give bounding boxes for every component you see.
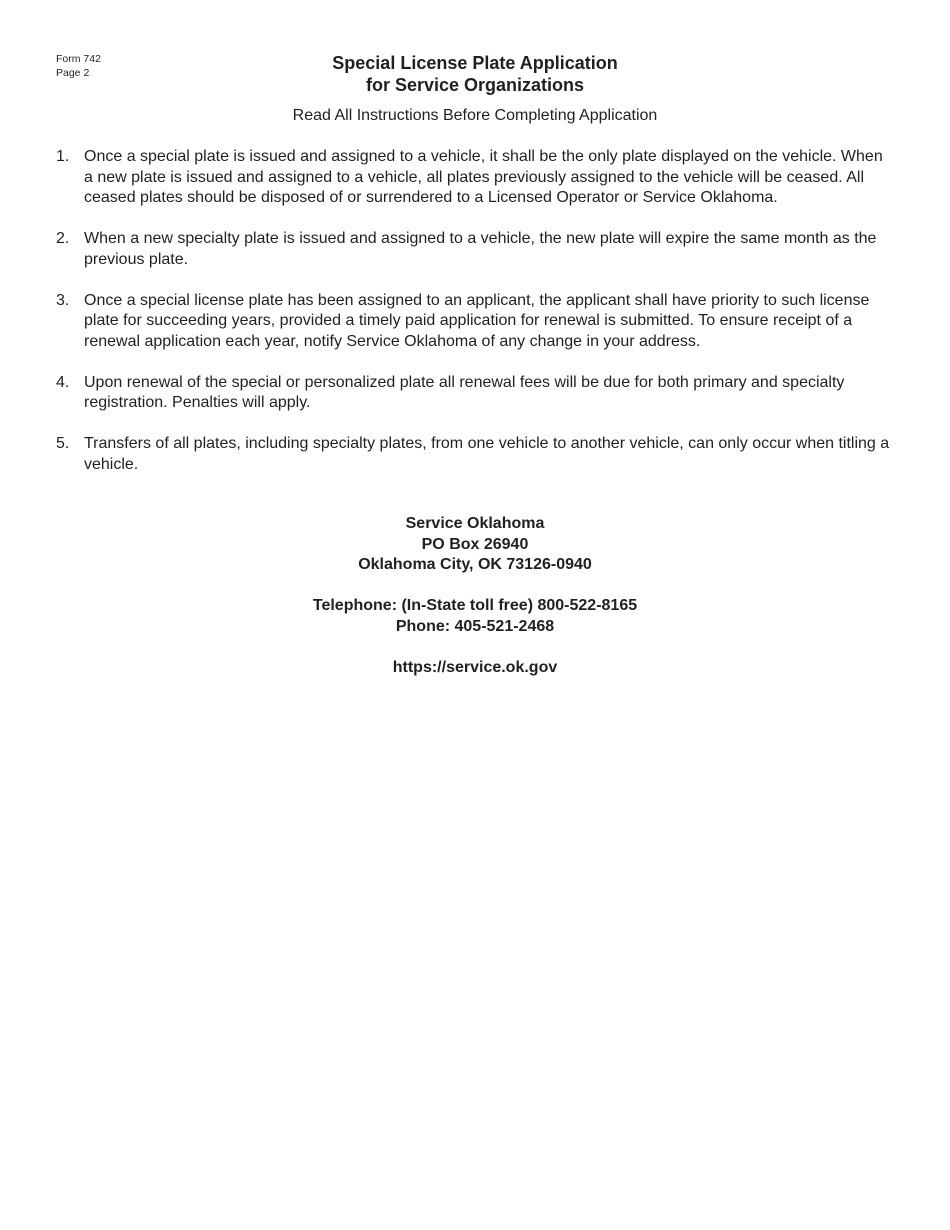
instruction-item xyxy=(56,147,896,209)
city-state-zip: Oklahoma City, OK 73126-0940 xyxy=(358,556,592,573)
po-box: PO Box 26940 xyxy=(421,535,529,553)
instruction-text: Once a special license plate has been assigned to an applicant, the applicant shall have priority to such license plate for succeeding years, provided a timely paid application for renewal is submitted. To ensure receipt of a renewal application each year, notify Service Oklahoma of any change in your address. xyxy=(84,291,870,350)
form-number: Form 742 xyxy=(56,53,101,65)
instruction-number: 1. xyxy=(56,148,70,165)
instructions-subtitle: Read All Instructions Before Completing Application xyxy=(292,107,658,124)
instruction-text: When a new specialty plate is issued and assigned to a vehicle, the new plate will expire the same month as the previous plate. xyxy=(84,230,877,268)
instruction-text: Once a special plate is issued and assigned to a vehicle, it shall be the only plate displayed on the vehicle. When a new plate is issued and assigned to a vehicle, all plates previously assigned to the vehicle will be ceased. All ceased plates should be disposed of or surrendered to a Licensed Operator or Service Oklahoma. xyxy=(84,148,883,206)
instruction-item xyxy=(56,434,896,475)
instruction-number: 3. xyxy=(56,291,70,309)
contact-block xyxy=(0,514,950,699)
website-link[interactable]: https://service.ok.gov xyxy=(392,658,558,676)
mailing-address xyxy=(0,514,950,576)
instruction-text: Transfers of all plates, including specialty plates, from one vehicle to another vehicle, can only occur when titling a vehicle. xyxy=(84,435,890,473)
toll-free-telephone: Telephone: (In-State toll free) 800-522-8165 xyxy=(312,597,638,614)
page-title xyxy=(0,52,950,96)
website xyxy=(0,658,950,679)
phone-numbers xyxy=(0,596,950,637)
instruction-item xyxy=(56,373,896,414)
instruction-item xyxy=(56,229,896,270)
instruction-number: 2. xyxy=(56,230,70,247)
instruction-text: Upon renewal of the special or personalized plate all renewal fees will be due for both primary and specialty registration. Penalties will apply. xyxy=(84,373,845,411)
instructions-list xyxy=(56,147,896,496)
organization-name: Service Oklahoma xyxy=(405,515,545,532)
instruction-number: 4. xyxy=(56,373,70,391)
phone: Phone: 405-521-2468 xyxy=(395,617,555,635)
instruction-number: 5. xyxy=(56,435,70,452)
title-line-1: Special License Plate Application xyxy=(332,53,618,73)
title-line-2: for Service Organizations xyxy=(365,75,585,95)
page-number: Page 2 xyxy=(56,66,90,79)
instruction-item xyxy=(56,291,896,353)
